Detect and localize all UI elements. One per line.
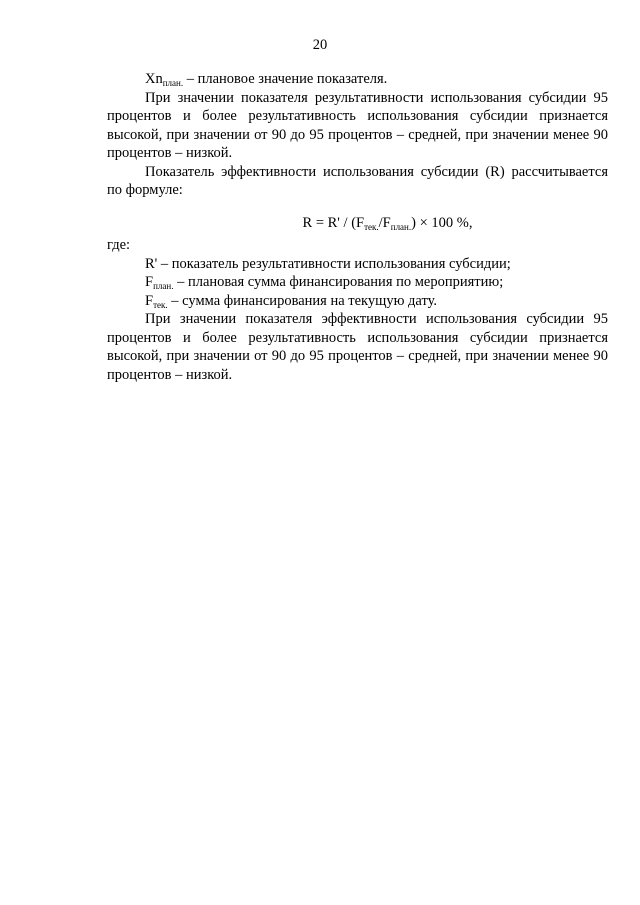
definition-r: R' – показатель результативности использования субсидии; (145, 255, 511, 272)
where-label: где: (107, 237, 131, 253)
formula-sub-plan: план. (390, 221, 412, 232)
xplan-description: – плановое значение показателя. (183, 71, 388, 87)
ftek-description: – сумма финансирования на текущую дату. (167, 292, 438, 309)
formula-sub-tek: тек. (364, 221, 379, 232)
formula-lead: R = R' / (F (302, 214, 365, 231)
ftek-subscript: тек. (153, 299, 168, 310)
paragraph-efficiency-levels: При значении показателя эффективности использования субсидии 95 процентов и более результативность использования субсидии признается высокой, при значении от 90 до 95 процентов – средней, при значении менее 90 процентов – низкой. (107, 311, 608, 383)
formula-mid: /F (378, 214, 391, 231)
fplan-subscript: план. (153, 281, 174, 291)
paragraph-result-levels: При значении показателя результативности использования субсидии 95 процентов и более результативность использования субсидии признается высокой, при значении от 90 до 95 процентов – средней, при значении менее 90 процентов – низкой. (107, 89, 608, 161)
fplan-symbol: F (145, 274, 154, 290)
formula-tail: ) × 100 %, (411, 214, 473, 231)
paragraph-efficiency-intro: Показатель эффективности использования субсидии (R) рассчитывается по формуле: (107, 163, 608, 198)
fplan-description: – плановая сумма финансирования по мероприятию; (173, 274, 504, 290)
definition-fplan (107, 273, 608, 292)
document-body (107, 70, 608, 384)
xplan-subscript: план. (162, 78, 184, 88)
page-number: 20 (312, 37, 328, 53)
ftek-symbol: F (145, 292, 154, 309)
definition-xplan (107, 70, 608, 89)
efficiency-formula (107, 214, 608, 233)
xplan-symbol: Xn (145, 71, 163, 87)
definition-ftek (107, 292, 608, 311)
